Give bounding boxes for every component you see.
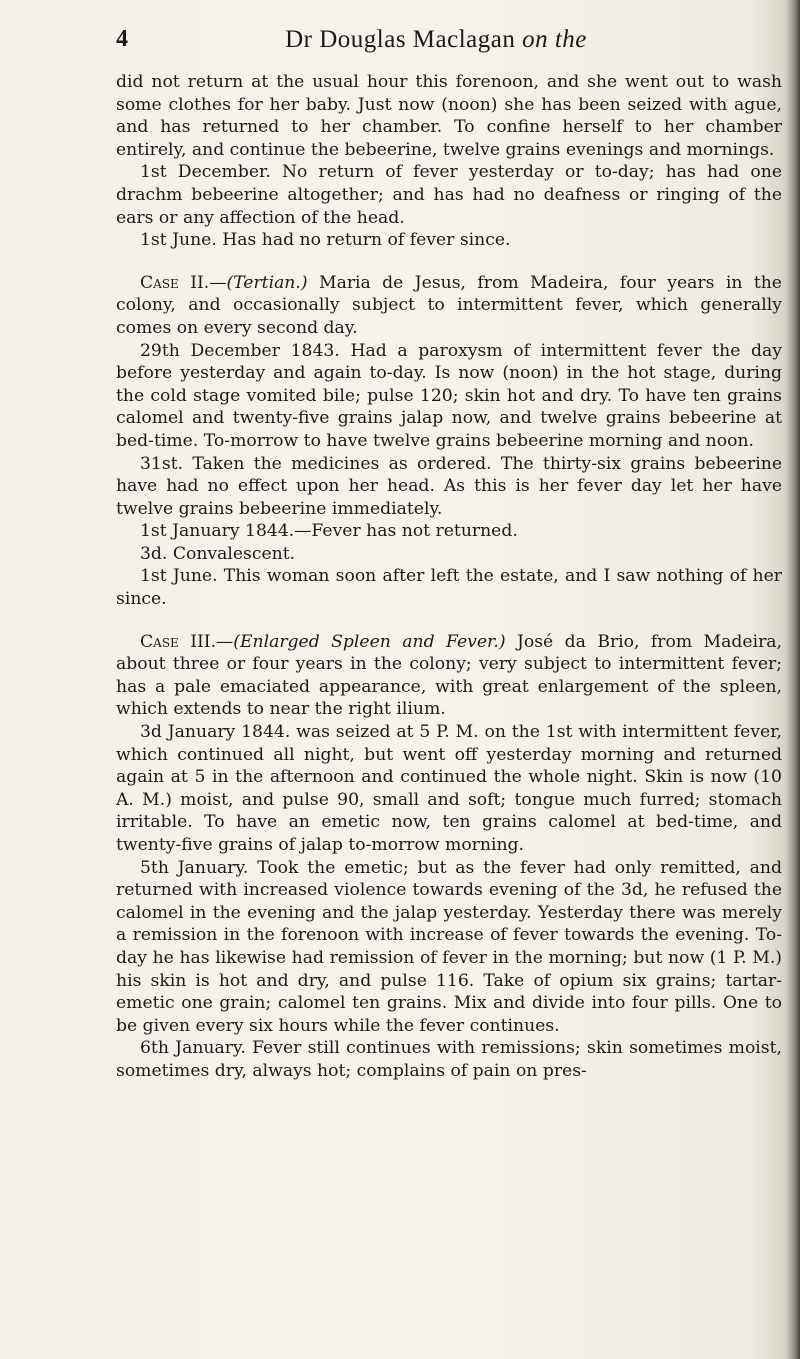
running-head-italic: on the — [522, 26, 587, 53]
page-number: 4 — [116, 26, 128, 52]
case-text: Maria de Jesus, from Madeira, four years in the colony, and occasionally subject to intermittent fever, which generally comes on every second day. — [116, 272, 782, 338]
paragraph: 1st June. This woman soon after left the estate, and I saw nothing of her since. — [116, 566, 782, 610]
case-text: José da Brio, from Madeira, about three or four years in the colony; very subject to intermittent fever; has a pale emaciated appearance, with great enlargement of the spleen, which extends to near the right ilium. — [116, 631, 782, 720]
case-paragraph — [116, 631, 782, 721]
paragraph: 3d January 1844. was seized at 5 P. M. on the 1st with intermittent fever, which continued all night, but went off yesterday morning and returned again at 5 in the afternoon and continued the whole night. Skin is now (10 A. M.) moist, and pulse 90, small and soft; tongue much furred; stomach irritable. To have an emetic now, ten grains calomel at bed-time, and twenty-five grains of jalap to-morrow morning. — [116, 722, 782, 855]
paragraph: 1st June. Has had no return of fever since. — [140, 230, 511, 251]
paragraph: did not return at the usual hour this forenoon, and she went out to wash some clothes for her baby. Just now (noon) she has been seized with ague, and has returned to her chamber. To confine herself to her chamber entirely, and continue the bebeerine, twelve grains evenings and mornings. — [116, 72, 782, 160]
case-label: Case II.— — [140, 272, 227, 293]
page-header — [116, 26, 756, 64]
paragraph: 3d. Convalescent. — [140, 543, 296, 564]
case-label: Case III.— — [140, 631, 234, 652]
body-text — [116, 71, 782, 1083]
paragraph: 1st January 1844.—Fever has not returned. — [140, 521, 518, 542]
case-paragraph — [116, 272, 782, 340]
section-gap — [116, 611, 782, 631]
paragraph: 29th December 1843. Had a paroxysm of intermittent fever the day before yesterday and again to-day. Is now (noon) in the hot stage, during the cold stage vomited bile; pulse 120; skin hot and dry. To have ten grains calomel and twenty-five grains jalap now, and twelve grains bebeerine at bed-time. To-morrow to have twelve grains bebeerine morning and noon. — [116, 340, 782, 451]
page-edge-shadow — [786, 0, 800, 1359]
paragraph: 6th January. Fever still continues with remissions; skin sometimes moist, sometimes dry, always hot; complains of pain on pres- — [116, 1038, 782, 1081]
case-title: (Tertian.) — [226, 272, 308, 293]
section-gap — [116, 252, 782, 272]
paragraph: 1st December. No return of fever yesterday or to-day; has had one drachm bebeerine altogether; and has had no deafness or ringing of the ears or any affection of the head. — [116, 162, 782, 228]
running-head — [116, 26, 756, 54]
running-head-author: Dr Douglas Maclagan — [285, 26, 516, 53]
paragraph: 5th January. Took the emetic; but as the fever had only remitted, and returned with increased violence towards evening of the 3d, he refused the calomel in the evening and the jalap yesterday. Yesterday there was merely a remission in the forenoon with increase of fever towards the evening. To-day he has likewise had remission of fever in the morning; but now (1 P. M.) his skin is hot and dry, and pulse 116. Take of opium six grains; tartar-emetic one grain; calomel ten grains. Mix and divide into four pills. One to be given every six hours while the fever continues. — [116, 857, 782, 1036]
paragraph: 31st. Taken the medicines as ordered. The thirty-six grains bebeerine have had no effect upon her head. As this is her fever day let her have twelve grains bebeerine immediately. — [116, 453, 782, 519]
case-title: (Enlarged Spleen and Fever.) — [233, 631, 506, 652]
